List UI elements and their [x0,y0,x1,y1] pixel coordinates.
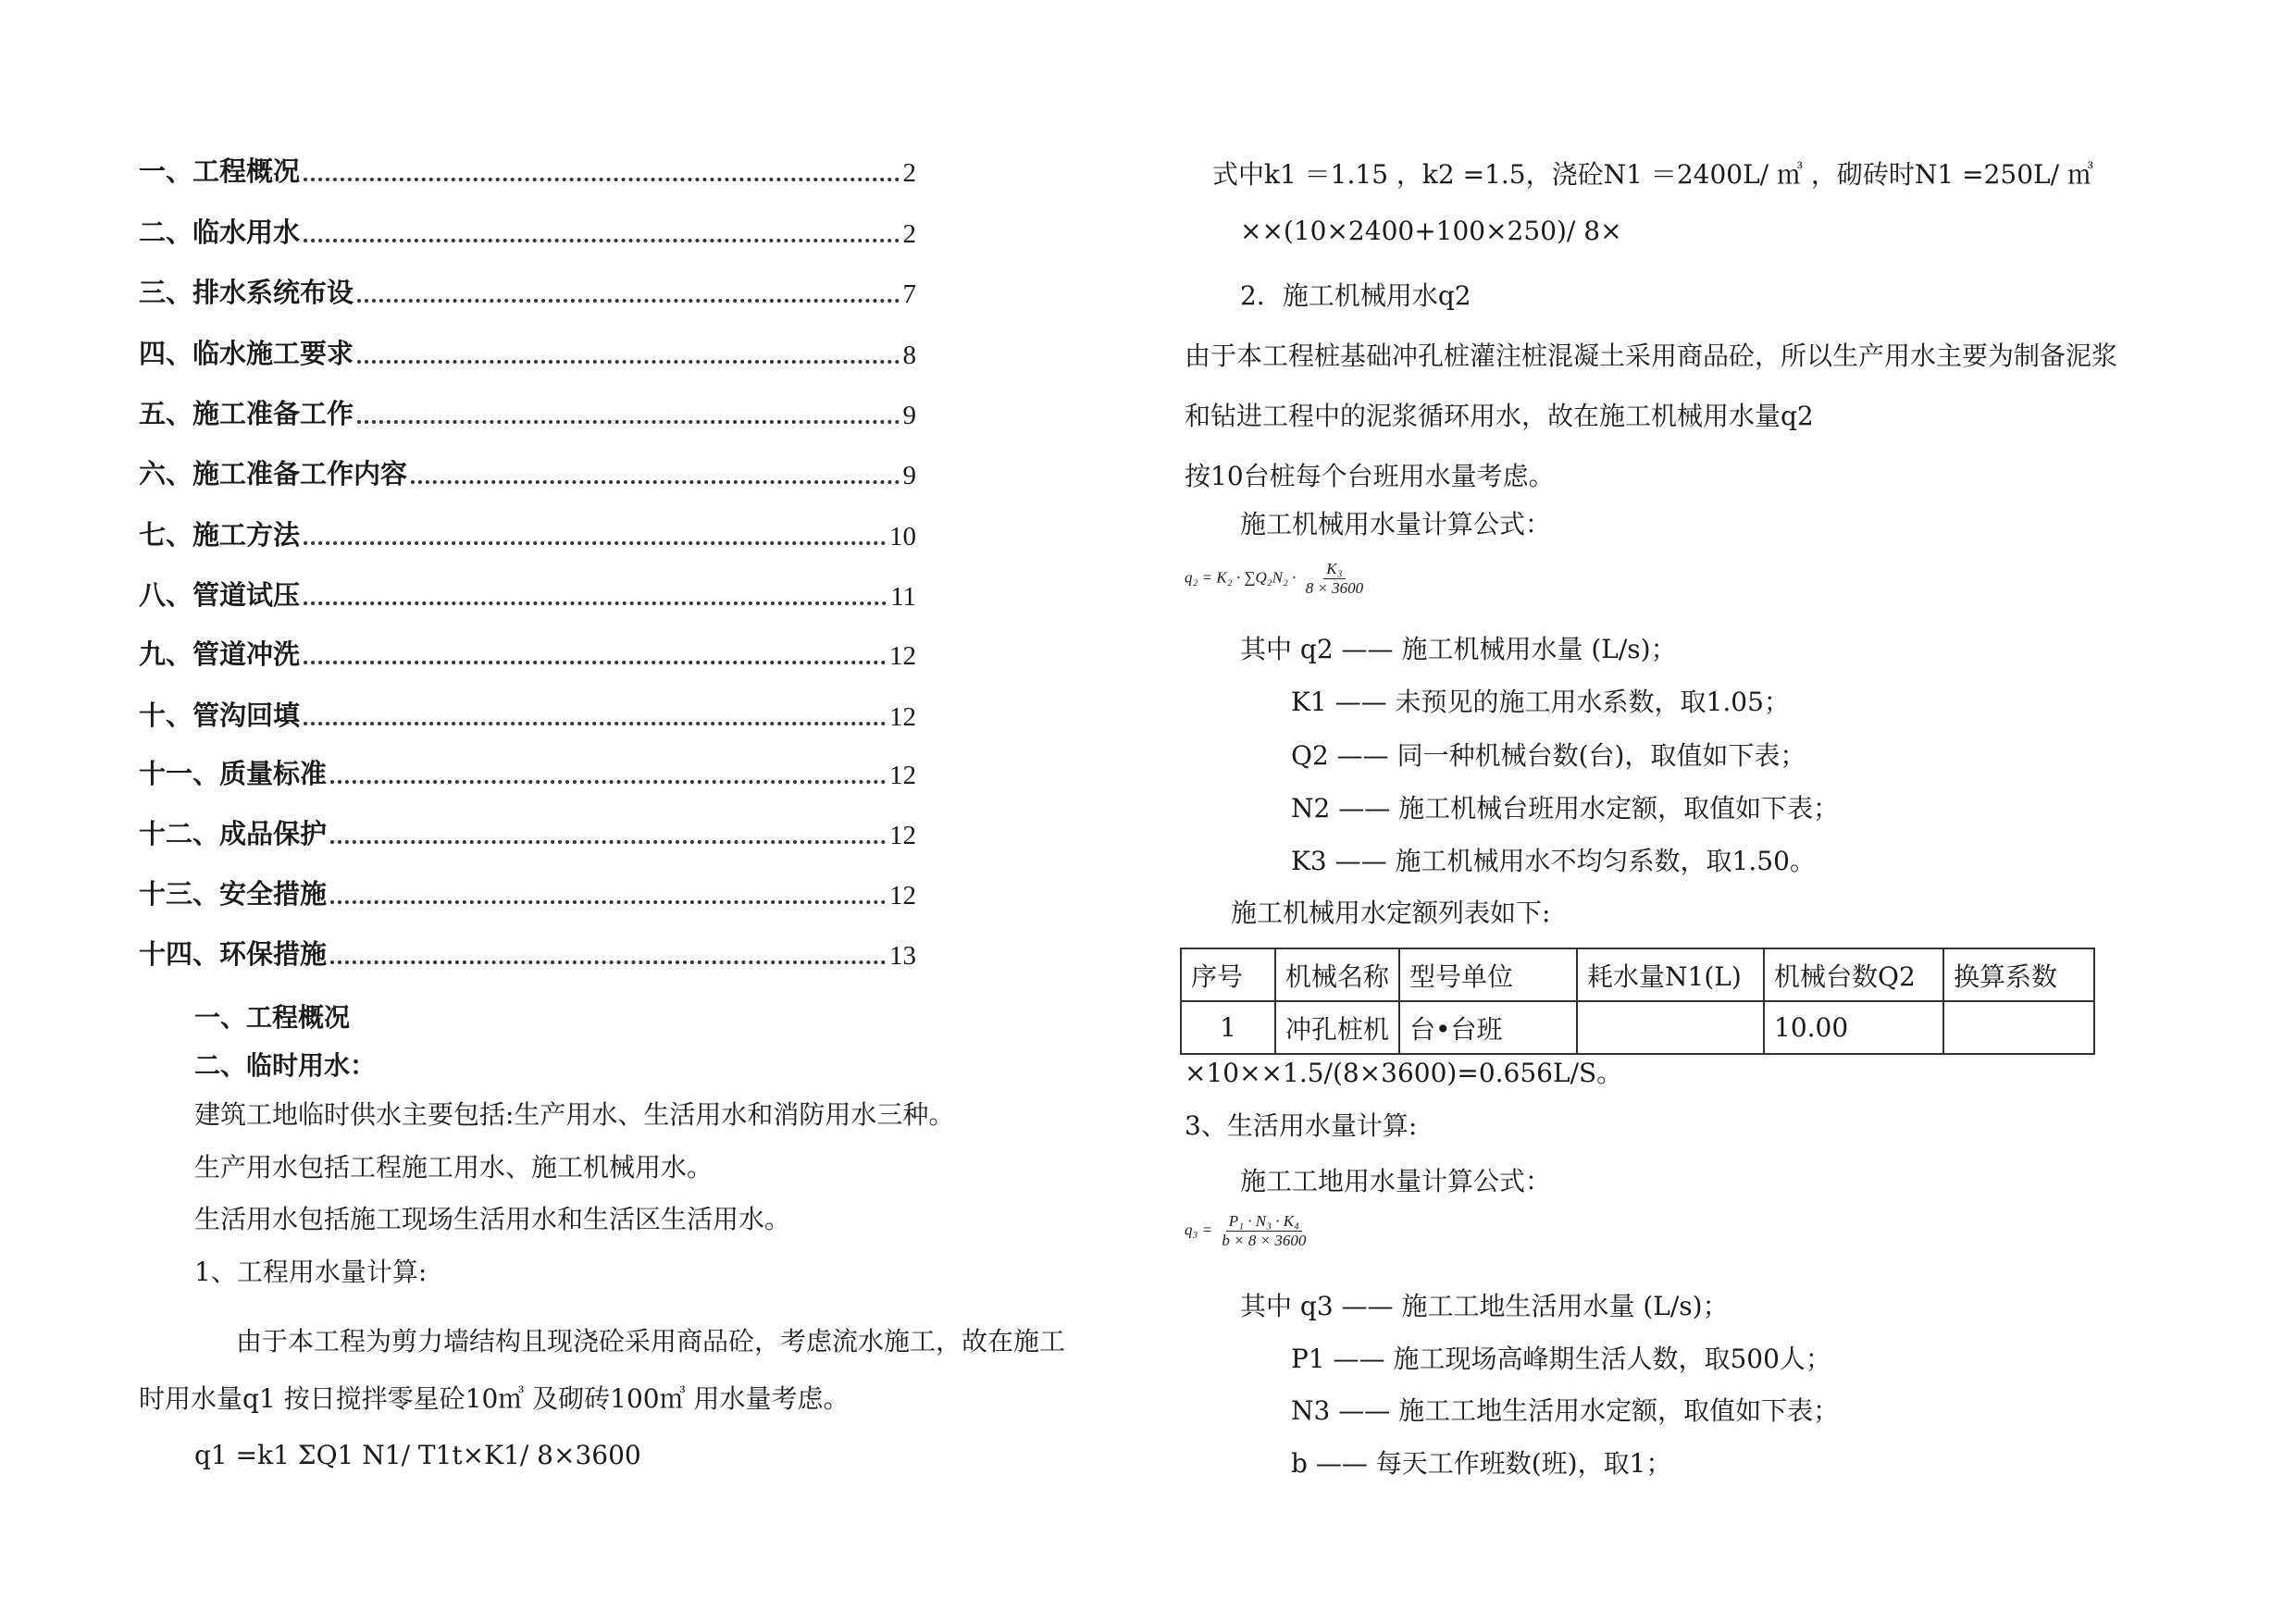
toc-leader [357,420,899,424]
table-cell: 1 [1181,1001,1275,1054]
sub-heading: 1、工程用水量计算: [194,1257,428,1287]
formula-denominator: 8 × 3600 [1305,579,1364,597]
paragraph: 时用水量q1 按日搅拌零星砼10㎥ 及砌砖100㎥ 用水量考虑。 [139,1383,850,1414]
table-cell [1577,1001,1764,1054]
paragraph: ×10××1.5/(8×3600)=0.656L/S。 [1185,1058,1623,1088]
formula-numerator: P₁ · N₃ · K₄ [1226,1212,1302,1232]
toc-page: 7 [902,279,916,309]
toc-page: 9 [902,461,916,490]
toc-entry[interactable] [139,213,916,250]
toc-entry[interactable] [139,454,916,491]
toc-page: 12 [889,881,916,911]
toc-page: 8 [902,341,916,370]
toc-entry[interactable] [139,515,916,552]
toc-page: 9 [902,401,916,430]
toc-leader [330,900,886,904]
formula-q3 [1185,1212,1309,1250]
toc-title: 十、管沟回填 [139,700,301,731]
toc-entry[interactable] [139,696,916,733]
toc-entry[interactable] [139,334,916,371]
paragraph: ××(10×2400+100×250)/ 8× [1240,216,1622,246]
toc-entry[interactable] [139,273,916,310]
paragraph: 施工机械用水量计算公式： [1240,509,1552,539]
toc-title: 十三、安全措施 [139,878,328,910]
toc-page: 12 [889,821,916,850]
toc-entry[interactable] [139,754,916,791]
definition: N2 —— 施工机械台班用水定额，取值如下表； [1291,793,1840,824]
definition: 其中 q3 —— 施工工地生活用水量 (L/s)； [1240,1291,1729,1321]
toc-leader [304,722,886,725]
toc-leader [304,661,886,664]
formula-lhs: q₃ = [1185,1220,1213,1239]
toc-entry[interactable] [139,635,916,672]
formula-numerator: K₃ [1323,560,1345,579]
toc-page: 12 [889,761,916,790]
toc-title: 三、排水系统布设 [139,277,354,308]
table-header-cell: 序号 [1181,948,1275,1001]
toc-leader [330,780,886,784]
paragraph: 由于本工程为剪力墙结构且现浇砼采用商品砼，考虑流水施工，故在施工 [236,1326,1066,1357]
toc-title: 五、施工准备工作 [139,398,354,429]
definition: Q2 —— 同一种机械台数(台)，取值如下表； [1291,740,1806,771]
definition: N3 —— 施工工地生活用水定额，取值如下表； [1291,1395,1840,1426]
table-header-cell: 机械台数Q2 [1764,948,1943,1001]
toc-leader [330,840,886,844]
toc-leader [357,299,899,303]
paragraph: 和钻进工程中的泥浆循环用水，故在施工机械用水量q2 [1185,401,1814,431]
toc-title: 六、施工准备工作内容 [139,458,408,489]
toc-title: 十一、质量标准 [139,758,328,789]
table-header-cell: 耗水量N1(L) [1577,948,1764,1001]
toc-leader [304,601,887,605]
toc-page: 2 [902,158,916,188]
paragraph: 生产用水包括工程施工用水、施工机械用水。 [194,1152,714,1183]
table-cell: 冲孔桩机 [1275,1001,1399,1054]
toc-entry[interactable] [139,152,916,189]
table-row [1181,1001,2094,1054]
toc-page: 10 [889,522,916,551]
table-header-cell: 机械名称 [1275,948,1399,1001]
toc-title: 一、工程概况 [139,155,301,187]
section-heading: 二、临时用水： [194,1050,377,1081]
definition: 其中 q2 —— 施工机械用水量 (L/s)； [1240,634,1677,664]
definition: b —— 每天工作班数(班)，取1； [1291,1448,1672,1479]
toc-page: 12 [889,641,916,671]
toc-title: 七、施工方法 [139,519,301,551]
toc-page: 11 [890,582,916,612]
toc-leader [304,239,899,242]
paragraph: 施工工地用水量计算公式： [1240,1166,1552,1196]
formula-q2 [1185,560,1366,598]
table-header-row [1181,948,2094,1001]
toc-title: 九、管道冲洗 [139,638,301,670]
sub-heading: 2．施工机械用水q2 [1240,280,1471,311]
paragraph: 由于本工程桩基础冲孔桩灌注桩混凝土采用商品砼，所以生产用水主要为制备泥浆 [1185,341,2118,371]
formula-denominator: b × 8 × 3600 [1222,1232,1307,1249]
toc-leader [411,480,899,484]
toc-page: 12 [889,702,916,732]
definition: K3 —— 施工机械用水不均匀系数，取1.50。 [1291,846,1816,876]
formula-lhs: q₂ = K₂ · ∑Q₂N₂ · [1185,568,1297,587]
machine-water-table [1180,948,2095,1055]
definition: K1 —— 未预见的施工用水系数，取1.05； [1291,687,1790,717]
toc-entry[interactable] [139,935,916,972]
toc-title: 二、临水用水 [139,217,301,248]
paragraph: 建筑工地临时供水主要包括:生产用水、生活用水和消防用水三种。 [194,1099,955,1130]
section-heading: 一、工程概况 [194,1002,351,1033]
paragraph: 式中k1 ＝1.15 ，k2 =1.5，浇砼N1 ＝2400L/ ㎥ ，砌砖时N1 =250L/ ㎥ [1212,159,2093,190]
toc-page: 13 [889,941,916,971]
toc-entry[interactable] [139,394,916,431]
toc-entry[interactable] [139,576,916,613]
paragraph: 施工机械用水定额列表如下: [1231,898,1551,928]
paragraph: 按10台桩每个台班用水量考虑。 [1185,461,1555,491]
toc-title: 八、管道试压 [139,579,301,611]
table-cell: 10.00 [1764,1001,1943,1054]
table-header-cell: 型号单位 [1399,948,1577,1001]
toc-entry[interactable] [139,814,916,851]
toc-title: 四、临水施工要求 [139,338,354,369]
table-cell: 台•台班 [1399,1001,1577,1054]
formula-text: q1 =k1 ΣQ1 N1/ T1t×K1/ 8×3600 [194,1440,641,1470]
definition: P1 —— 施工现场高峰期生活人数，取500人； [1291,1344,1831,1374]
toc-leader [357,360,899,364]
toc-title: 十四、环保措施 [139,938,328,970]
toc-leader [330,960,886,964]
toc-leader [304,178,899,181]
toc-page: 2 [902,219,916,249]
toc-title: 十二、成品保护 [139,818,328,849]
table-cell [1943,1001,2094,1054]
toc-entry[interactable] [139,874,916,911]
paragraph: 生活用水包括施工现场生活用水和生活区生活用水。 [194,1204,791,1234]
sub-heading: 3、生活用水量计算: [1185,1110,1418,1141]
toc-leader [304,541,886,545]
table-header-cell: 换算系数 [1943,948,2094,1001]
